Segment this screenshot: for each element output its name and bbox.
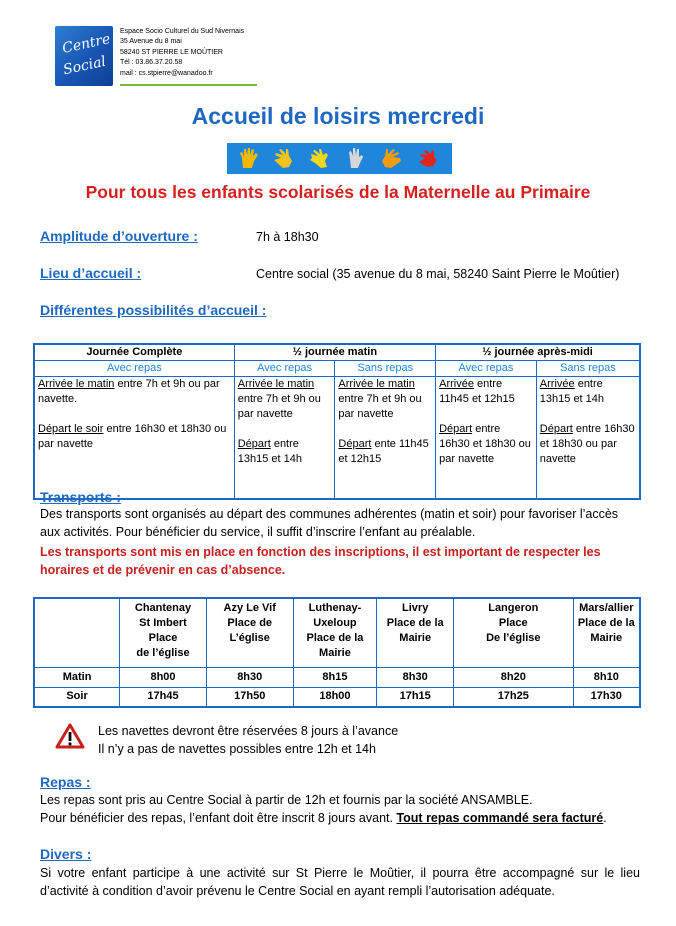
- arrivee-text: entre 13h15 et 14h: [539, 378, 605, 405]
- depart-text: entre 16h30 et 18h30 ou par navette: [539, 423, 635, 465]
- accueil-cell-matin-sans: [335, 377, 436, 499]
- depart-label: Départ: [439, 423, 473, 435]
- amplitude-heading: [40, 228, 198, 244]
- repas-line-2-text: Pour bénéficier des repas, l’enfant doit être inscrit 8 jours avant.: [40, 811, 397, 825]
- arrivee-text: entre 11h45 et 12h15: [439, 378, 515, 405]
- transport-time: 8h30: [206, 667, 293, 687]
- repas-factured-note: Tout repas commandé sera facturé: [396, 811, 604, 825]
- amplitude-value: 7h à 18h30: [256, 230, 319, 244]
- depart-label: Départ: [539, 423, 573, 435]
- depart-label: Départ: [237, 438, 271, 450]
- transport-time: 17h50: [206, 687, 293, 707]
- amplitude-colon: :: [189, 228, 198, 244]
- logo-text-top: Centre: [60, 31, 112, 57]
- repas-heading: [40, 774, 91, 790]
- arrivee-text: entre 7h et 9h ou par navette: [338, 393, 422, 420]
- stop-line: de l’église: [136, 647, 190, 659]
- arrivee-label: Arrivée: [439, 378, 474, 390]
- stop-line: Place: [498, 617, 528, 629]
- accueil-head-journee: Journée Complète: [34, 344, 234, 361]
- stop-line: Mars/allier: [579, 602, 634, 614]
- repas-label: Repas: [40, 774, 83, 790]
- warning-icon: [55, 723, 85, 749]
- org-mail: mail : cs.stpierre@wanadoo.fr: [120, 69, 213, 77]
- transport-table: [33, 597, 641, 708]
- centre-social-logo: [55, 26, 113, 86]
- transport-stop-6: [573, 598, 640, 667]
- divers-colon: :: [82, 846, 92, 862]
- org-address-street: 35 Avenue du 8 mai: [120, 38, 182, 46]
- transport-time: 17h30: [573, 687, 640, 707]
- hand-icon: [307, 146, 331, 170]
- transport-time: 8h15: [293, 667, 377, 687]
- transport-time: 8h00: [120, 667, 207, 687]
- depart-text: entre 16h30 et 18h30 ou par navette: [439, 423, 531, 465]
- stop-line: Place: [148, 632, 178, 644]
- transport-stop-2: [206, 598, 293, 667]
- org-name: Espace Socio Culturel du Sud Nivernais: [120, 28, 245, 35]
- transports-colon: :: [112, 489, 121, 505]
- org-address-city: 58240 ST PIERRE LE MOÛTIER: [120, 48, 223, 56]
- page-title: Accueil de loisirs mercredi: [191, 103, 485, 129]
- depart-text: ente 11h45 et 12h15: [338, 438, 429, 465]
- transport-stop-4: [377, 598, 454, 667]
- hands-banner: [227, 143, 452, 174]
- lieu-value: Centre social (35 avenue du 8 mai, 58240 Saint Pierre le Moûtier): [256, 267, 620, 281]
- page-subtitle: Pour tous les enfants scolarisés de la Maternelle au Primaire: [85, 182, 591, 202]
- organisation-address: [120, 27, 320, 79]
- transport-stop-5: [454, 598, 574, 667]
- hand-icon: [380, 146, 404, 170]
- repas-text: [40, 791, 640, 827]
- accueil-sub-3: Sans repas: [335, 361, 436, 377]
- depart-text: entre 13h15 et 14h: [237, 438, 302, 465]
- transport-time: 17h15: [377, 687, 454, 707]
- stop-line: Chantenay: [134, 602, 192, 614]
- hand-icon: [343, 146, 367, 170]
- stop-line: Mairie: [319, 647, 351, 659]
- stop-line: St Imbert: [139, 617, 187, 629]
- stop-line: Place de la: [386, 617, 444, 629]
- transport-corner: [34, 598, 120, 667]
- divers-heading: [40, 846, 91, 862]
- amplitude-label: Amplitude d’ouverture: [40, 228, 190, 244]
- repas-line-2-end: .: [603, 811, 607, 825]
- lieu-label: Lieu d’accueil: [40, 265, 133, 281]
- hand-icon: [271, 146, 295, 170]
- transports-label: Transports: [40, 489, 113, 505]
- logo-text-bottom: Social: [61, 53, 108, 79]
- org-phone: Tél : 03.86.37.20.58: [120, 59, 183, 67]
- stop-line: Langeron: [488, 602, 539, 614]
- divers-label: Divers: [40, 846, 83, 862]
- navettes-note: [98, 722, 398, 758]
- accueil-cell-apresmidi-avec: [436, 377, 537, 499]
- transport-time: 8h30: [377, 667, 454, 687]
- stop-line: De l’église: [486, 632, 541, 644]
- transport-time: 18h00: [293, 687, 377, 707]
- stop-line: Luthenay-: [308, 602, 362, 614]
- stop-line: Place de la: [577, 617, 635, 629]
- arrivee-label: Arrivée le matin: [38, 378, 115, 390]
- arrivee-text: entre 7h et 9h ou par navette.: [38, 378, 220, 405]
- arrivee-label: Arrivée: [539, 378, 575, 390]
- possibilites-colon: :: [257, 302, 267, 318]
- transport-time: 17h25: [454, 687, 574, 707]
- depart-label: Départ le soir: [38, 423, 104, 435]
- stop-line: Mairie: [590, 632, 623, 644]
- stop-line: Mairie: [399, 632, 432, 644]
- accueil-cell-journee: [34, 377, 234, 499]
- lieu-heading: [40, 265, 141, 281]
- transport-time: 8h20: [454, 667, 574, 687]
- accueil-sub-5: Sans repas: [536, 361, 640, 377]
- accueil-sub-1: Avec repas: [34, 361, 234, 377]
- accueil-cell-matin-avec: [234, 377, 335, 499]
- stop-line: Azy Le Vif: [223, 602, 276, 614]
- depart-label: Départ: [338, 438, 372, 450]
- transport-time: 17h45: [120, 687, 207, 707]
- transports-warning: Les transports sont mis en place en fonction des inscriptions, il est important de respecter les horaires et de prévenir en cas d’absence.: [40, 545, 601, 577]
- accueil-table: [33, 343, 641, 500]
- depart-text: entre 16h30 et 18h30 ou par navette: [38, 423, 227, 450]
- possibilites-label: Différentes possibilités d’accueil: [40, 302, 258, 318]
- arrivee-text: entre 7h et 9h ou par navette: [237, 393, 321, 420]
- arrivee-label: Arrivée le matin: [237, 378, 315, 390]
- accueil-head-matin: ½ journée matin: [234, 344, 435, 361]
- transport-stop-3: [293, 598, 377, 667]
- divers-text: Si votre enfant participe à une activité sur St Pierre le Moûtier, il pourra être accompagné sur le lieu d’activité à condition d’avoir prévenu le Centre Social en ayant rempli l’autorisation adéquate.: [40, 866, 640, 898]
- transport-stop-1: [120, 598, 207, 667]
- repas-colon: :: [82, 774, 91, 790]
- transport-row-label: Matin: [34, 667, 120, 687]
- hand-icon: [237, 146, 261, 170]
- header-underline: [120, 84, 257, 86]
- accueil-cell-apresmidi-sans: [536, 377, 640, 499]
- accueil-sub-2: Avec repas: [234, 361, 335, 377]
- transports-heading: [40, 489, 121, 505]
- stop-line: Place de: [227, 617, 273, 629]
- stop-line: Livry: [402, 602, 429, 614]
- lieu-colon: :: [132, 265, 142, 281]
- stop-line: Uxeloup: [313, 617, 357, 629]
- stop-line: Place de la: [306, 632, 364, 644]
- accueil-head-apresmidi: ½ journée après-midi: [436, 344, 640, 361]
- transports-text: Des transports sont organisés au départ des communes adhérentes (matin et soir) pour favoriser l’accès aux activités. Pour bénéficier du service, il suffit d’inscrire l’enfant au préalable.: [40, 507, 619, 539]
- transport-time: 8h10: [573, 667, 640, 687]
- hand-icon: [416, 146, 440, 170]
- note-line-1: Les navettes devront être réservées 8 jours à l’avance: [98, 724, 399, 738]
- transport-row-label: Soir: [34, 687, 120, 707]
- arrivee-label: Arrivée le matin: [338, 378, 415, 390]
- repas-line-1: Les repas sont pris au Centre Social à partir de 12h et fournis par la société ANSAMBLE.: [40, 793, 533, 807]
- accueil-sub-4: Avec repas: [436, 361, 537, 377]
- repas-line-2: [40, 809, 640, 827]
- stop-line: L’église: [229, 632, 270, 644]
- note-line-2: Il n’y a pas de navettes possibles entre 12h et 14h: [98, 742, 376, 756]
- possibilites-heading: [40, 302, 266, 318]
